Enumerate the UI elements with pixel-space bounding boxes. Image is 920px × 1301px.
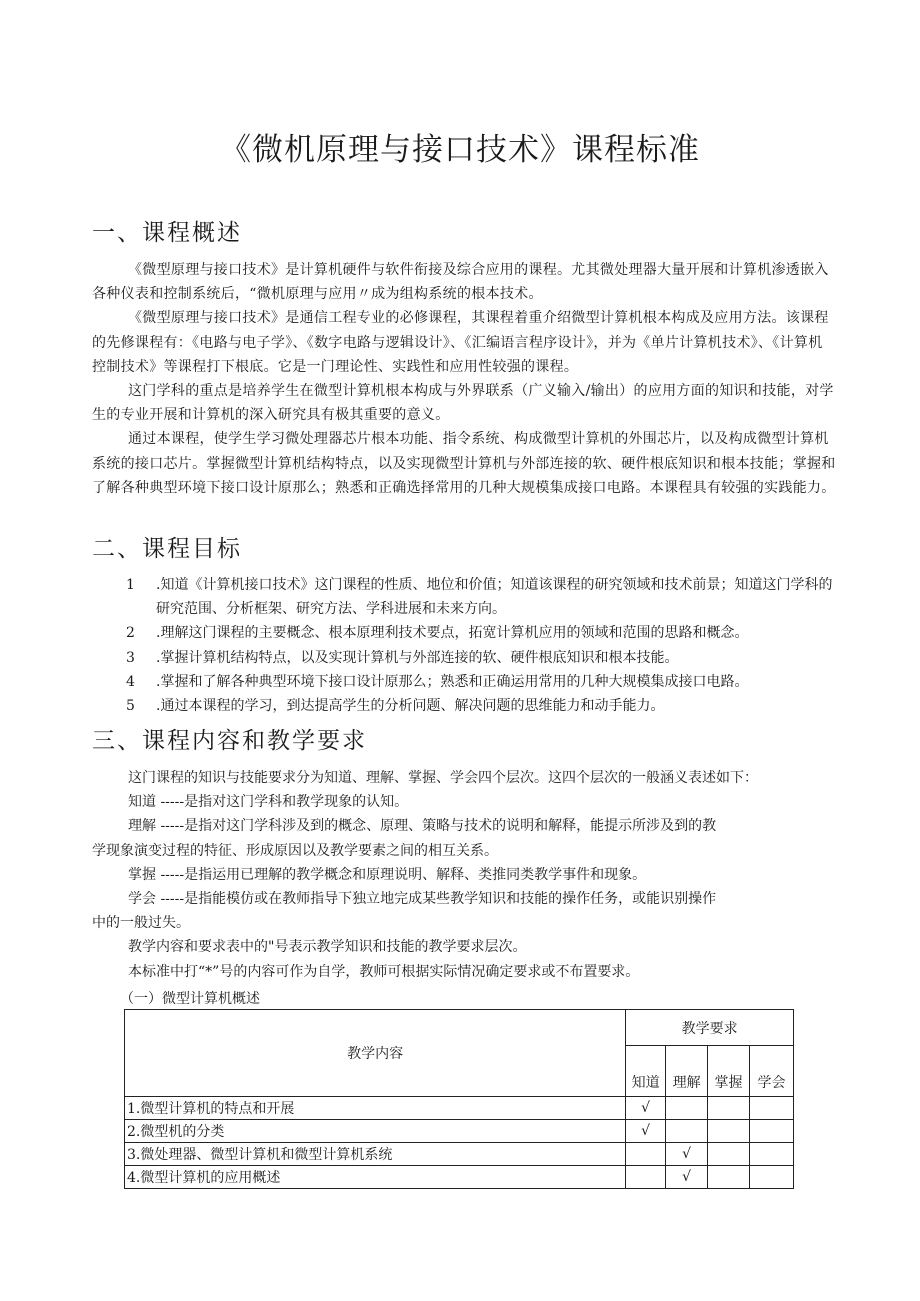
check-mark: [666, 1097, 708, 1120]
goals-list: [126, 573, 836, 718]
check-mark: √: [666, 1143, 708, 1166]
check-mark: [750, 1166, 794, 1189]
document-title: 《微机原理与接口技术》课程标准: [220, 132, 700, 168]
check-mark: [708, 1097, 750, 1120]
overview-paragraph: 这门学科的重点是培养学生在微型计算机根本构成与外界联系（广义输入/输出）的应用方面的知识和技能，对学生的专业开展和计算机的深入研究具有极其重要的意义。: [92, 383, 834, 424]
level-header-understand: 理解: [666, 1046, 708, 1097]
subsection-heading: （一）微型计算机概述: [120, 991, 260, 1007]
list-text: .理解这门课程的主要概念、根本原理利技术要点，拓宽计算机应用的领域和范围的思路和概念。: [156, 625, 749, 642]
list-number: 1: [126, 577, 135, 593]
check-mark: √: [626, 1097, 666, 1120]
check-mark: [750, 1120, 794, 1143]
check-mark: [750, 1097, 794, 1120]
table-row: [125, 1166, 794, 1189]
list-item: [126, 694, 836, 718]
requirements-table: [124, 1009, 794, 1189]
content-body: [92, 766, 836, 984]
check-mark: [626, 1166, 666, 1189]
row-label: 3.微处理器、微型计算机和微型计算机系统: [125, 1143, 626, 1166]
level-learn-cont: 中的一般过失。: [92, 915, 190, 932]
row-label: 4.微型计算机的应用概述: [125, 1166, 626, 1189]
section-heading-goals: 二、课程目标: [92, 536, 242, 562]
content-intro: 这门课程的知识与技能要求分为知道、理解、掌握、学会四个层次。这四个层次的一般涵义表述如下：: [128, 770, 758, 786]
section-heading-overview: 一、课程概述: [92, 220, 242, 246]
list-number: 2: [126, 625, 135, 642]
list-item: [126, 621, 836, 645]
level-header-master: 掌握: [708, 1046, 750, 1097]
level-know: 知道 -----是指对这门学科和教学现象的认知。: [128, 794, 409, 811]
level-understand-cont: 学现象演变过程的特征、形成原因以及教学要素之间的相互关系。: [92, 842, 498, 859]
level-master: 掌握 -----是指运用已理解的教学概念和原理说明、解释、类推同类教学事件和现象。: [128, 866, 647, 883]
table-row: [125, 1120, 794, 1143]
list-text: .通过本课程的学习，到达提高学生的分析问题、解决问题的思维能力和动手能力。: [156, 698, 665, 715]
list-text: .掌握计算机结构特点，以及实现计算机与外部连接的软、硬件根底知识和根本技能。: [156, 649, 679, 666]
header-requirements: 教学要求: [626, 1010, 794, 1046]
overview-paragraph: 通过本课程，使学生学习微处理器芯片根本功能、指令系统、构成微型计算机的外围芯片，以及构成微型计算机系统的接口芯片。掌握微型计算机结构特点，以及实现微型计算机与外部连接的软、硬件根底知识和根本技能；掌握和了解各种典型环境下接口设计原那么；熟悉和正确选择常用的几种大规模集成接口电路。本课程具有较强的实践能力。: [92, 431, 836, 496]
level-header-know: 知道: [626, 1046, 666, 1097]
check-mark: √: [626, 1120, 666, 1143]
list-number: 4: [126, 673, 135, 690]
list-item: [126, 646, 836, 670]
list-text: .知道《计算机接口技术》这门课程的性质、地位和价值；知道该课程的研究领域和技术前景；知道这门学科的研究范围、分析框架、研究方法、学科进展和未来方向。: [156, 577, 833, 618]
table-row: [125, 1097, 794, 1120]
list-number: 5: [126, 698, 135, 715]
list-text: .掌握和了解各种典型环境下接口设计原那么；熟悉和正确运用常用的几种大规模集成接口电路。: [156, 673, 749, 690]
table-row: [125, 1143, 794, 1166]
row-label: 2.微型机的分类: [125, 1120, 626, 1143]
check-mark: [708, 1166, 750, 1189]
list-item: [126, 573, 836, 621]
list-number: 3: [126, 649, 135, 666]
check-mark: [666, 1120, 708, 1143]
section-heading-content: 三、课程内容和教学要求: [92, 728, 367, 754]
check-mark: [750, 1143, 794, 1166]
table-note: 教学内容和要求表中的"号表示教学知识和技能的教学要求层次。: [128, 939, 527, 956]
level-learn: 学会 -----是指能模仿或在教师指导下独立地完成某些教学知识和技能的操作任务，或能识别操作: [128, 891, 717, 908]
level-header-learn: 学会: [750, 1046, 794, 1097]
check-mark: [708, 1143, 750, 1166]
overview-body: [92, 258, 836, 500]
check-mark: √: [666, 1166, 708, 1189]
level-understand: 理解 -----是指对这门学科涉及到的概念、原理、策略与技术的说明和解释，能提示所涉及到的教: [128, 818, 717, 835]
check-mark: [708, 1120, 750, 1143]
overview-paragraph: 《微型原理与接口技术》是计算机硬件与软件衔接及综合应用的课程。尤其微处理器大量开展和计算机渗透嵌入各种仪表和控制系统后，“微机原理与应用〃成为组构系统的根本技术。: [92, 262, 829, 303]
check-mark: [626, 1143, 666, 1166]
list-item: [126, 670, 836, 694]
header-content: 教学内容: [125, 1010, 626, 1097]
overview-paragraph: 《微型原理与接口技术》是通信工程专业的必修课程，其课程着重介绍微型计算机根本构成及应用方法。该课程的先修课程有：《电路与电子学》、《数字电路与逻辑设计》、《汇编语言程序设计》，并为《单片计算机技术》、《计算机控制技术》等课程打下根底。它是一门理论性、实践性和应用性较强的课程。: [92, 310, 829, 375]
self-study-note: 本标准中打“*”号的内容可作为自学，教师可根据实际情况确定要求或不布置要求。: [128, 963, 640, 980]
row-label: 1.微型计算机的特点和开展: [125, 1097, 626, 1120]
